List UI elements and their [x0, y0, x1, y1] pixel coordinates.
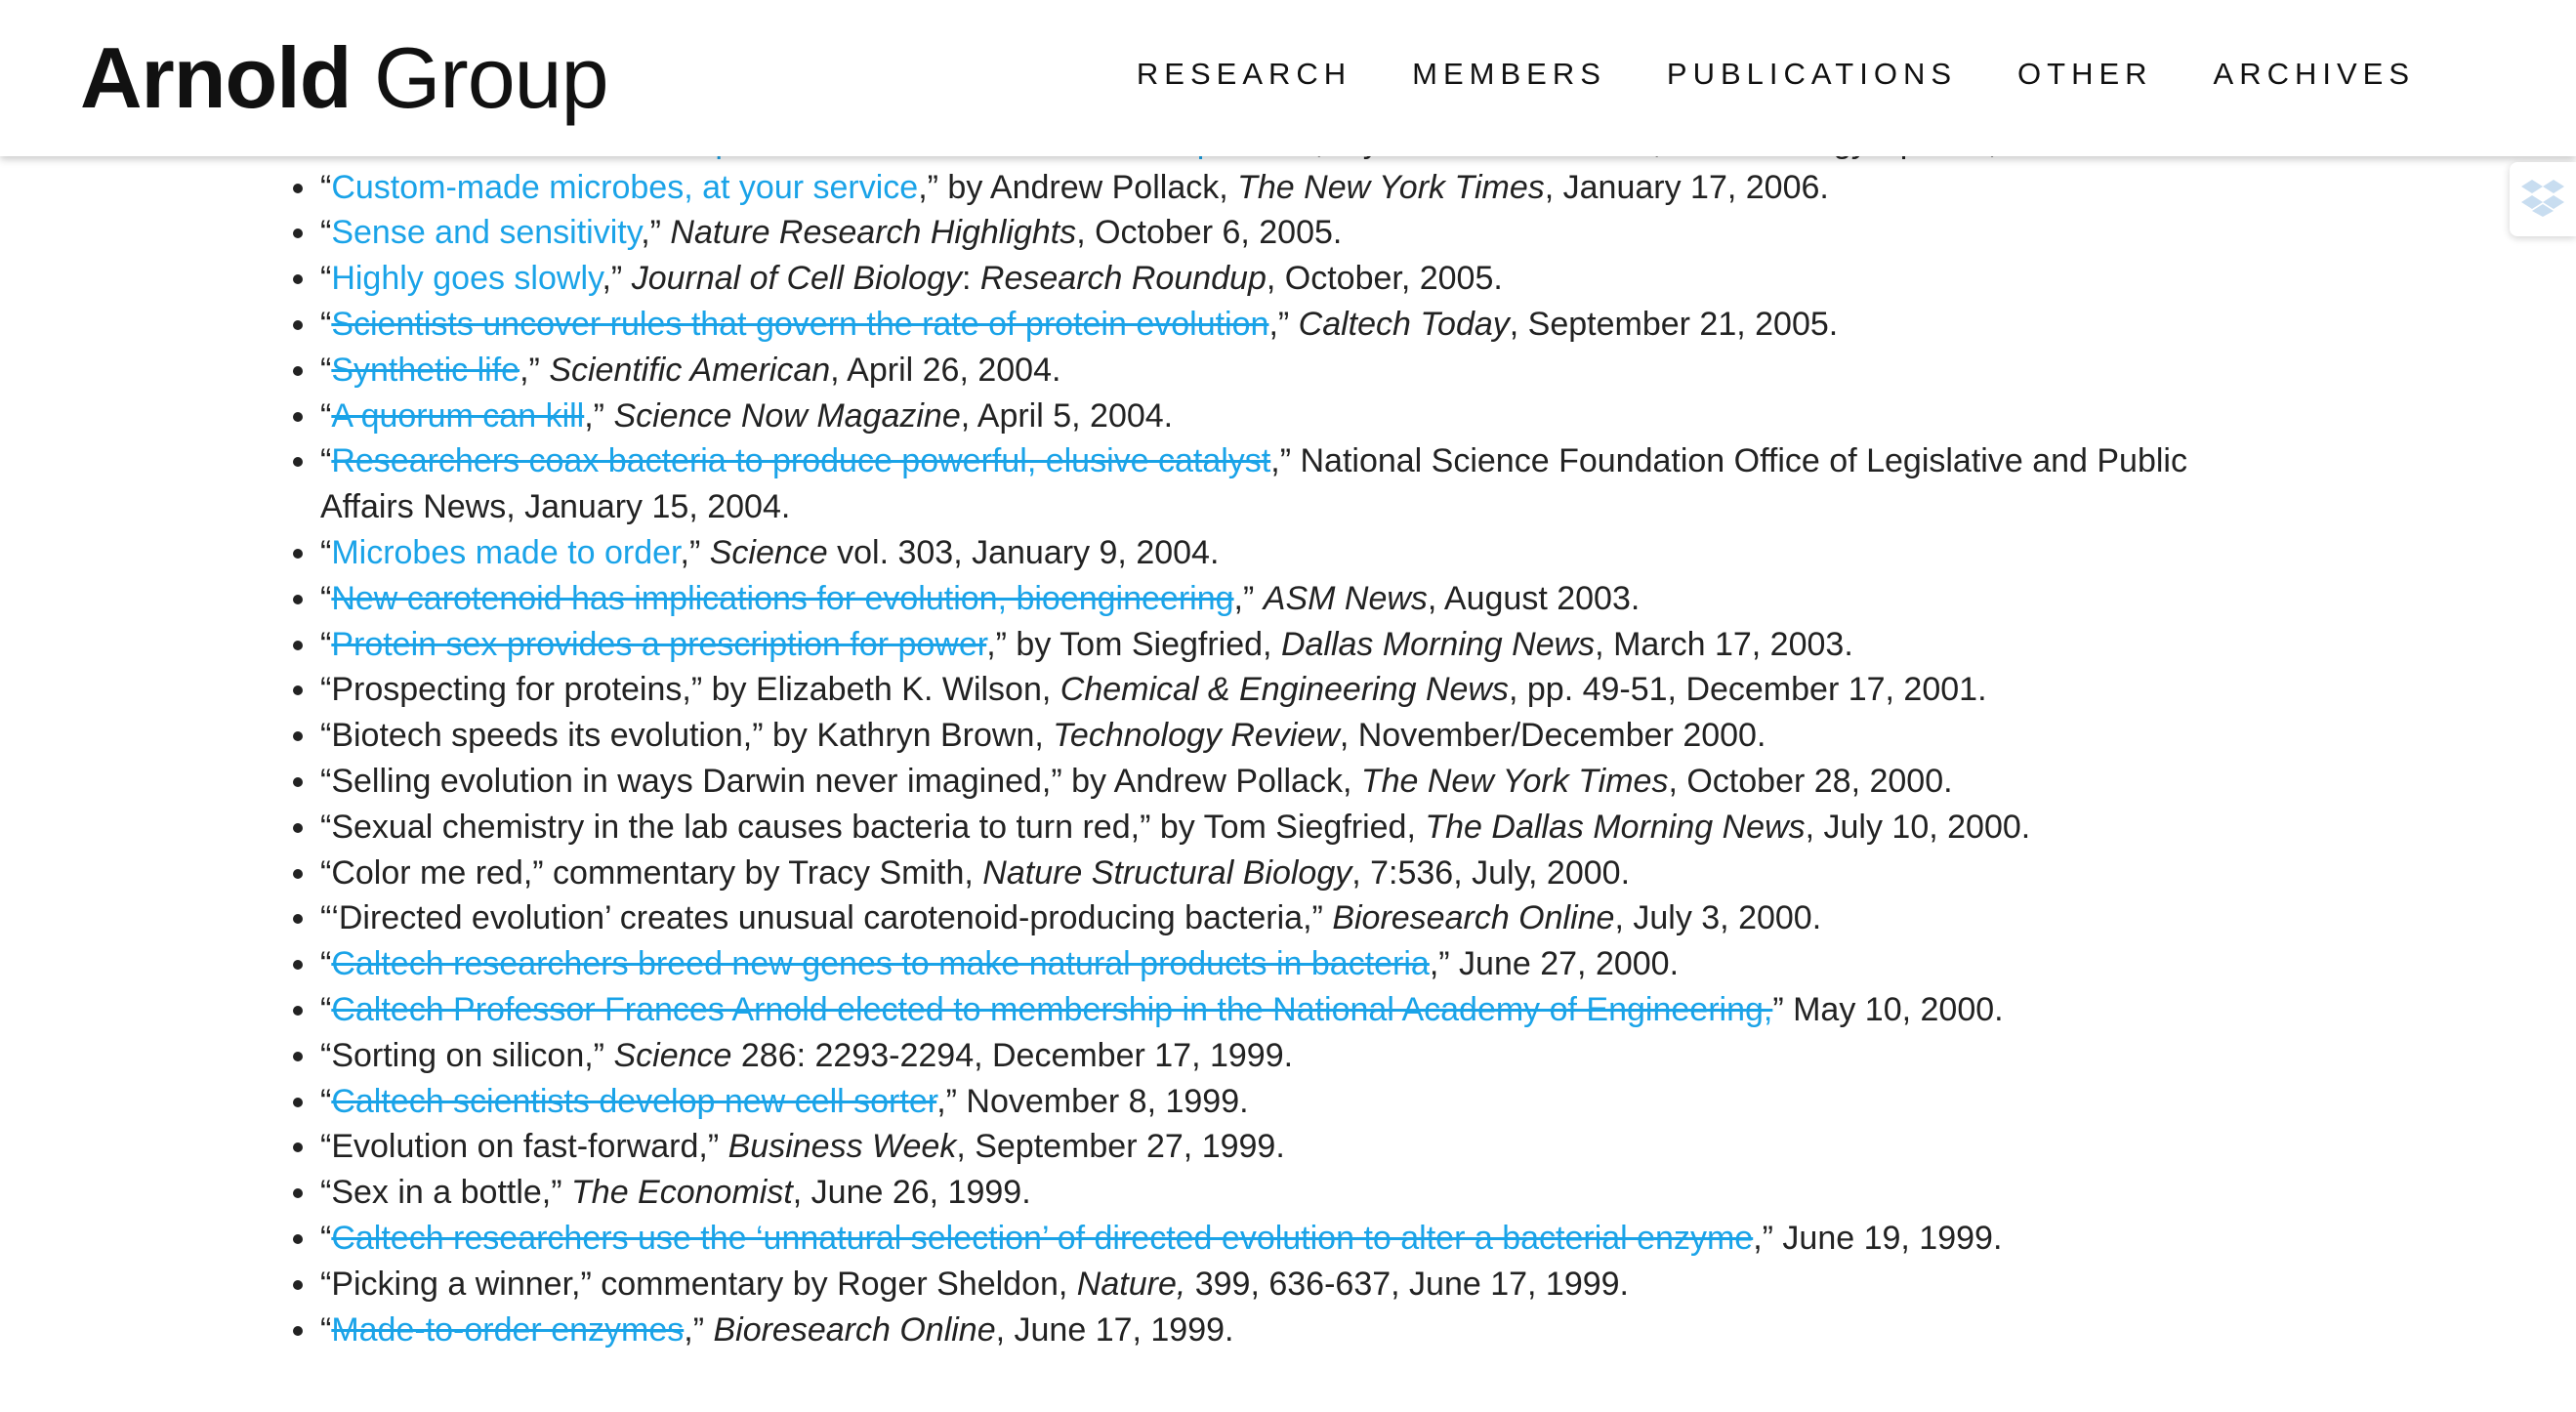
nav-archives[interactable]: ARCHIVES — [2213, 57, 2415, 91]
press-item-link[interactable]: Made-to-order enzymes — [331, 1310, 685, 1349]
press-item-text: ,” — [641, 214, 671, 252]
press-item-publication: The New York Times — [1360, 762, 1669, 800]
press-item-date: , pp. 49-51, December 17, 2001. — [1508, 671, 1987, 709]
press-item-date: , October 28, 2000. — [1668, 762, 1953, 800]
site-header — [0, 0, 2576, 156]
press-item-link[interactable]: Caltech researchers breed new genes to make natural products in bacteria — [331, 945, 1430, 983]
press-item — [320, 1124, 2273, 1170]
press-item — [320, 348, 2273, 394]
press-item-prefix: “ — [320, 579, 332, 617]
press-item-link[interactable]: Caltech Professor Frances Arnold elected to membership in the National Academy of Engineering, — [331, 990, 1773, 1028]
press-item-prefix: “ — [320, 990, 332, 1028]
press-item-prefix: “Selling evolution in ways Darwin never imagined,” by Andrew Pollack, — [320, 762, 1361, 800]
press-item-link[interactable]: Caltech scientists develop new cell sorter — [331, 1082, 937, 1120]
press-item-text: ,” June 19, 1999. — [1753, 1219, 2003, 1257]
press-item — [320, 622, 2273, 668]
press-item-link[interactable]: Researchers coax bacteria to produce powerful, elusive catalyst — [331, 442, 1271, 480]
press-content — [0, 112, 2576, 1352]
press-item-date-suffix: , October, 2005. — [1266, 260, 1503, 298]
press-item-prefix: “Sorting on silicon,” — [320, 1036, 614, 1074]
press-item — [320, 438, 2273, 530]
press-item-prefix: “ — [320, 214, 332, 252]
press-item-publication: Nature Structural Biology — [982, 853, 1352, 892]
press-item-prefix: “ — [320, 1219, 332, 1257]
press-item-prefix: “ — [320, 168, 332, 206]
press-item-publication: Nature Research Highlights — [670, 214, 1077, 252]
press-item-prefix: “ — [320, 442, 332, 480]
press-item — [320, 1308, 2273, 1353]
press-item — [320, 667, 2273, 713]
press-item-date: , June 17, 1999. — [995, 1310, 1234, 1349]
press-item-text: ,” — [684, 1310, 714, 1349]
press-item-prefix: “Sex in a bottle,” — [320, 1174, 572, 1212]
dropbox-button[interactable] — [2510, 162, 2576, 236]
press-item-date: , July 3, 2000. — [1614, 899, 1822, 937]
logo-bold-text: Arnold — [80, 29, 352, 126]
press-item-date: , March 17, 2003. — [1595, 625, 1853, 663]
press-item-prefix: “Color me red,” commentary by Tracy Smith, — [320, 853, 983, 892]
press-item-prefix: “Biotech speeds its evolution,” by Kathryn Brown, — [320, 717, 1054, 755]
press-item-date: 399, 636-637, June 17, 1999. — [1185, 1265, 1630, 1303]
site-logo[interactable] — [80, 29, 608, 127]
press-item-text: ,” — [1268, 305, 1299, 343]
press-item-date: , April 26, 2004. — [830, 351, 1061, 389]
press-item-link[interactable]: Protein sex provides a prescription for power — [331, 625, 987, 663]
press-item-date: , October 6, 2005. — [1076, 214, 1343, 252]
press-item-date: , August 2003. — [1427, 579, 1641, 617]
press-item-text: ” May 10, 2000. — [1772, 990, 2004, 1028]
press-item-date: , September 27, 1999. — [956, 1128, 1285, 1166]
press-item — [320, 210, 2273, 256]
press-item-date: , 7:536, July, 2000. — [1351, 853, 1631, 892]
press-item — [320, 759, 2273, 805]
press-item-link[interactable]: A quorum can kill — [331, 396, 585, 435]
press-item-link[interactable]: Highly goes slowly — [331, 260, 602, 298]
press-item — [320, 302, 2273, 348]
press-item-prefix: “Picking a winner,” commentary by Roger Sheldon, — [320, 1265, 1077, 1303]
press-item-prefix: “Evolution on fast-forward,” — [320, 1128, 728, 1166]
press-item-prefix: “ — [320, 945, 332, 983]
press-item — [320, 576, 2273, 622]
press-item-prefix: “ — [320, 533, 332, 571]
press-item-link[interactable]: Microbes made to order — [331, 533, 681, 571]
press-item-date: , April 5, 2004. — [960, 396, 1174, 435]
press-item-publication: Chemical & Engineering News — [1059, 671, 1509, 709]
press-item-link[interactable]: Caltech researchers use the ‘unnatural selection’ of directed evolution to alter a bacterial enzyme — [331, 1219, 1754, 1257]
press-item-publication: Technology Review — [1053, 717, 1340, 755]
press-item-date: vol. 303, January 9, 2004. — [827, 533, 1220, 571]
press-item — [320, 394, 2273, 439]
press-item-date: , January 17, 2006. — [1544, 168, 1829, 206]
press-item — [320, 713, 2273, 759]
press-item-publication: Bioresearch Online — [1332, 899, 1615, 937]
press-item-publication: ASM News — [1263, 579, 1428, 617]
press-item — [320, 941, 2273, 987]
press-item-date: , June 26, 1999. — [792, 1174, 1031, 1212]
press-item-prefix: “ — [320, 260, 332, 298]
press-item-publication: Caltech Today — [1298, 305, 1510, 343]
press-item — [320, 1170, 2273, 1216]
press-item — [320, 805, 2273, 851]
press-item-prefix: “‘Directed evolution’ creates unusual carotenoid-producing bacteria,” — [320, 899, 1333, 937]
press-item — [320, 1262, 2273, 1308]
logo-light-text: Group — [373, 29, 608, 126]
press-item-publication: Dallas Morning News — [1280, 625, 1596, 663]
press-item-publication: Science — [613, 1036, 732, 1074]
press-item-text: ,” National Science Foundation Office of Legislative and Public Affairs News, January 15, 2004. — [320, 442, 2187, 526]
nav-members[interactable]: MEMBERS — [1412, 57, 1606, 91]
press-item-prefix: “ — [320, 1310, 332, 1349]
main-nav — [1137, 57, 2415, 92]
press-item-link[interactable]: Scientists uncover rules that govern the rate of protein evolution — [331, 305, 1269, 343]
press-item-prefix: “ — [320, 396, 332, 435]
press-item — [320, 165, 2273, 211]
press-item-prefix: “ — [320, 351, 332, 389]
press-item-prefix: “ — [320, 1082, 332, 1120]
press-item-publication: Bioresearch Online — [713, 1310, 996, 1349]
press-item-date: , November/December 2000. — [1339, 717, 1766, 755]
press-item — [320, 1079, 2273, 1125]
dropbox-icon — [2521, 178, 2564, 222]
press-item-text: ,” — [519, 351, 550, 389]
press-item-text: ,” June 27, 2000. — [1429, 945, 1680, 983]
nav-other[interactable]: OTHER — [2017, 57, 2153, 91]
press-item — [320, 1033, 2273, 1079]
press-item-text: ,” November 8, 1999. — [936, 1082, 1249, 1120]
press-item-link[interactable]: Sense and sensitivity — [331, 214, 642, 252]
press-item-text: ,” — [680, 533, 710, 571]
press-item-publication: Business Week — [727, 1128, 957, 1166]
press-item-prefix: “ — [320, 305, 332, 343]
press-item-publication: Science — [709, 533, 828, 571]
press-item — [320, 530, 2273, 576]
press-list — [0, 73, 2273, 1352]
press-item-text: ,” by Tom Siegfried, — [986, 625, 1281, 663]
press-item-publication: Scientific American — [549, 351, 831, 389]
press-item-publication: Journal of Cell Biology — [631, 260, 962, 298]
press-item-text: ,” by Andrew Pollack, — [918, 168, 1238, 206]
press-item-link[interactable]: Custom-made microbes, at your service — [331, 168, 919, 206]
press-item — [320, 1216, 2273, 1262]
press-item-publication: Science Now Magazine — [613, 396, 961, 435]
nav-research[interactable]: RESEARCH — [1136, 57, 1352, 91]
press-item-publication-section: Research Roundup — [979, 260, 1267, 298]
press-item-prefix: “Prospecting for proteins,” by Elizabeth K. Wilson, — [320, 671, 1060, 709]
press-item-date: 286: 2293-2294, December 17, 1999. — [731, 1036, 1294, 1074]
press-item-publication: The Economist — [571, 1174, 793, 1212]
press-item-text: ,” — [1233, 579, 1264, 617]
press-item-publication: The New York Times — [1237, 168, 1545, 206]
press-item-publication: Nature, — [1076, 1265, 1186, 1303]
press-item-text: ,” — [584, 396, 614, 435]
press-item — [320, 256, 2273, 302]
press-item-prefix: “ — [320, 625, 332, 663]
press-item-text: ,” — [602, 260, 632, 298]
press-item-date: , July 10, 2000. — [1805, 808, 2031, 846]
nav-publications[interactable]: PUBLICATIONS — [1666, 57, 1958, 91]
press-item-date: , September 21, 2005. — [1509, 305, 1839, 343]
press-item — [320, 895, 2273, 941]
press-item-link[interactable]: Synthetic life — [331, 351, 520, 389]
press-item-prefix: “Sexual chemistry in the lab causes bacteria to turn red,” by Tom Siegfried, — [320, 808, 1426, 846]
press-item — [320, 987, 2273, 1033]
press-item-publication: The Dallas Morning News — [1425, 808, 1806, 846]
press-item-link[interactable]: New carotenoid has implications for evolution, bioengineering — [331, 579, 1234, 617]
press-item — [320, 851, 2273, 896]
press-item-date: : — [962, 260, 980, 298]
